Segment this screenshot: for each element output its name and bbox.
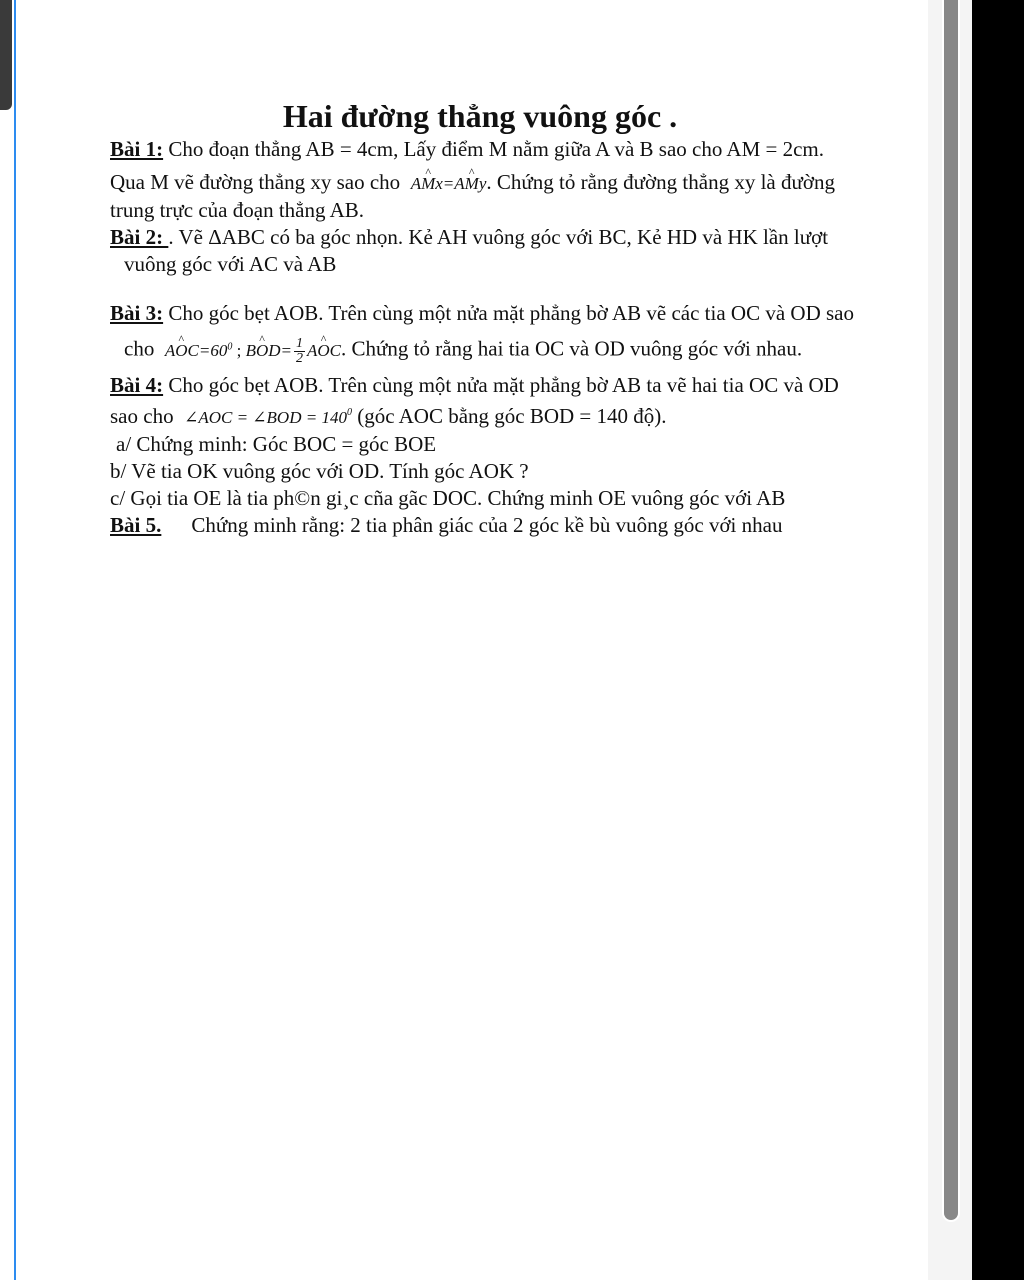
m-a: A [164, 340, 176, 360]
exercise-4-part-b: b/ Vẽ tia OK vuông góc với OD. Tính góc AOK ? [110, 459, 529, 484]
math-a1: A [410, 174, 422, 193]
exercise-5-label: Bài 5. [110, 513, 162, 538]
exercise-3-line-2 [110, 333, 930, 366]
left-window-edge [0, 0, 16, 1280]
angle-expression [411, 174, 487, 193]
m-eq: = [280, 340, 292, 360]
document-content [110, 96, 930, 539]
frac-den: 2 [296, 351, 303, 367]
exercise-2-line-2: vuông góc với AC và AB [124, 252, 337, 276]
math-eq: = [442, 174, 455, 193]
m-a2: A [307, 340, 318, 360]
exercise-1-text-1: Cho đoạn thẳng AB = 4cm, Lấy điểm M nằm giữa A và B sao cho AM = 2cm. [163, 137, 825, 161]
exercise-4-text-2a: sao cho [110, 404, 174, 429]
exercise-5-line [110, 512, 930, 539]
m-d: D [268, 340, 281, 360]
math-x: x [435, 174, 443, 193]
fraction-one-half [294, 337, 305, 366]
exercise-1-text-2a: Qua M vẽ đường thẳng xy sao cho [110, 170, 401, 194]
exercise-1-line-1 [110, 136, 930, 163]
exercise-3-text-2b: . Chứng tỏ rằng hai tia OC và OD vuông góc với nhau. [341, 336, 803, 361]
exercise-4-text-2b: (góc AOC bằng góc BOD = 140 độ). [351, 404, 667, 429]
exercise-1-label: Bài 1: [110, 137, 164, 161]
angle-equation: ∠AOC = ∠BOD = 140 [184, 408, 347, 428]
exercise-4-part-a: a/ Chứng minh: Góc BOC = góc BOE [116, 432, 437, 457]
exercise-4-part-c: c/ Gọi tia OE là tia ph©n gi¸c cña gãc DOC. Chứng minh OE vuông góc với AB [110, 486, 786, 511]
exercise-1-text-2b: . Chứng tỏ rằng đường thẳng xy là đường [486, 170, 835, 194]
exercise-3-line-1 [110, 300, 930, 327]
m-c: C [187, 340, 199, 360]
angle-expression-3 [164, 336, 342, 367]
m-o1: ^ O [175, 337, 187, 364]
m-o2: ^ O [256, 337, 268, 364]
frac-num: 1 [296, 336, 303, 352]
m-o3: ^ O [317, 337, 329, 364]
exercise-3-label: Bài 3: [110, 301, 164, 325]
m-b: B [245, 340, 256, 360]
m-c2: C [329, 340, 342, 360]
exercise-2-line-1 [110, 224, 930, 251]
exercise-3-text-2a: cho [124, 336, 155, 361]
left-edge-handle[interactable] [0, 0, 12, 110]
exercise-4-line-1 [110, 372, 930, 399]
right-black-area [972, 0, 1024, 1280]
m-eq60: =60 [198, 340, 228, 360]
math-m1: ^ M [421, 170, 435, 197]
scrollbar-thumb[interactable] [944, 0, 958, 1220]
exercise-2-text-1: . Vẽ ΔABC có ba góc nhọn. Kẻ AH vuông góc với BC, Kẻ HD và HK lần lượt [168, 225, 829, 249]
document-title: Hai đường thẳng vuông góc . [282, 98, 678, 134]
math-a2: A [454, 174, 465, 193]
exercise-3-text-1: Cho góc bẹt AOB. Trên cùng một nửa mặt phẳng bờ AB vẽ các tia OC và OD sao [163, 301, 854, 325]
degree-mark: 0 [346, 407, 352, 419]
exercise-1-line-3: trung trực của đoạn thẳng AB. [110, 198, 364, 222]
m-deg: 0 [227, 341, 233, 352]
exercise-1-line-2 [110, 169, 930, 197]
exercise-5-text: Chứng minh rằng: 2 tia phân giác của 2 góc kề bù vuông góc với nhau [191, 513, 783, 538]
math-y: y [478, 174, 487, 193]
exercise-4-line-2 [110, 399, 930, 431]
m-semi: ; [232, 340, 246, 360]
exercise-4-label: Bài 4: [110, 373, 164, 398]
exercise-2-label: Bài 2: [110, 225, 169, 249]
exercise-4-text-1: Cho góc bẹt AOB. Trên cùng một nửa mặt phẳng bờ AB ta vẽ hai tia OC và OD [163, 373, 839, 398]
math-m2: ^ M [465, 170, 479, 197]
